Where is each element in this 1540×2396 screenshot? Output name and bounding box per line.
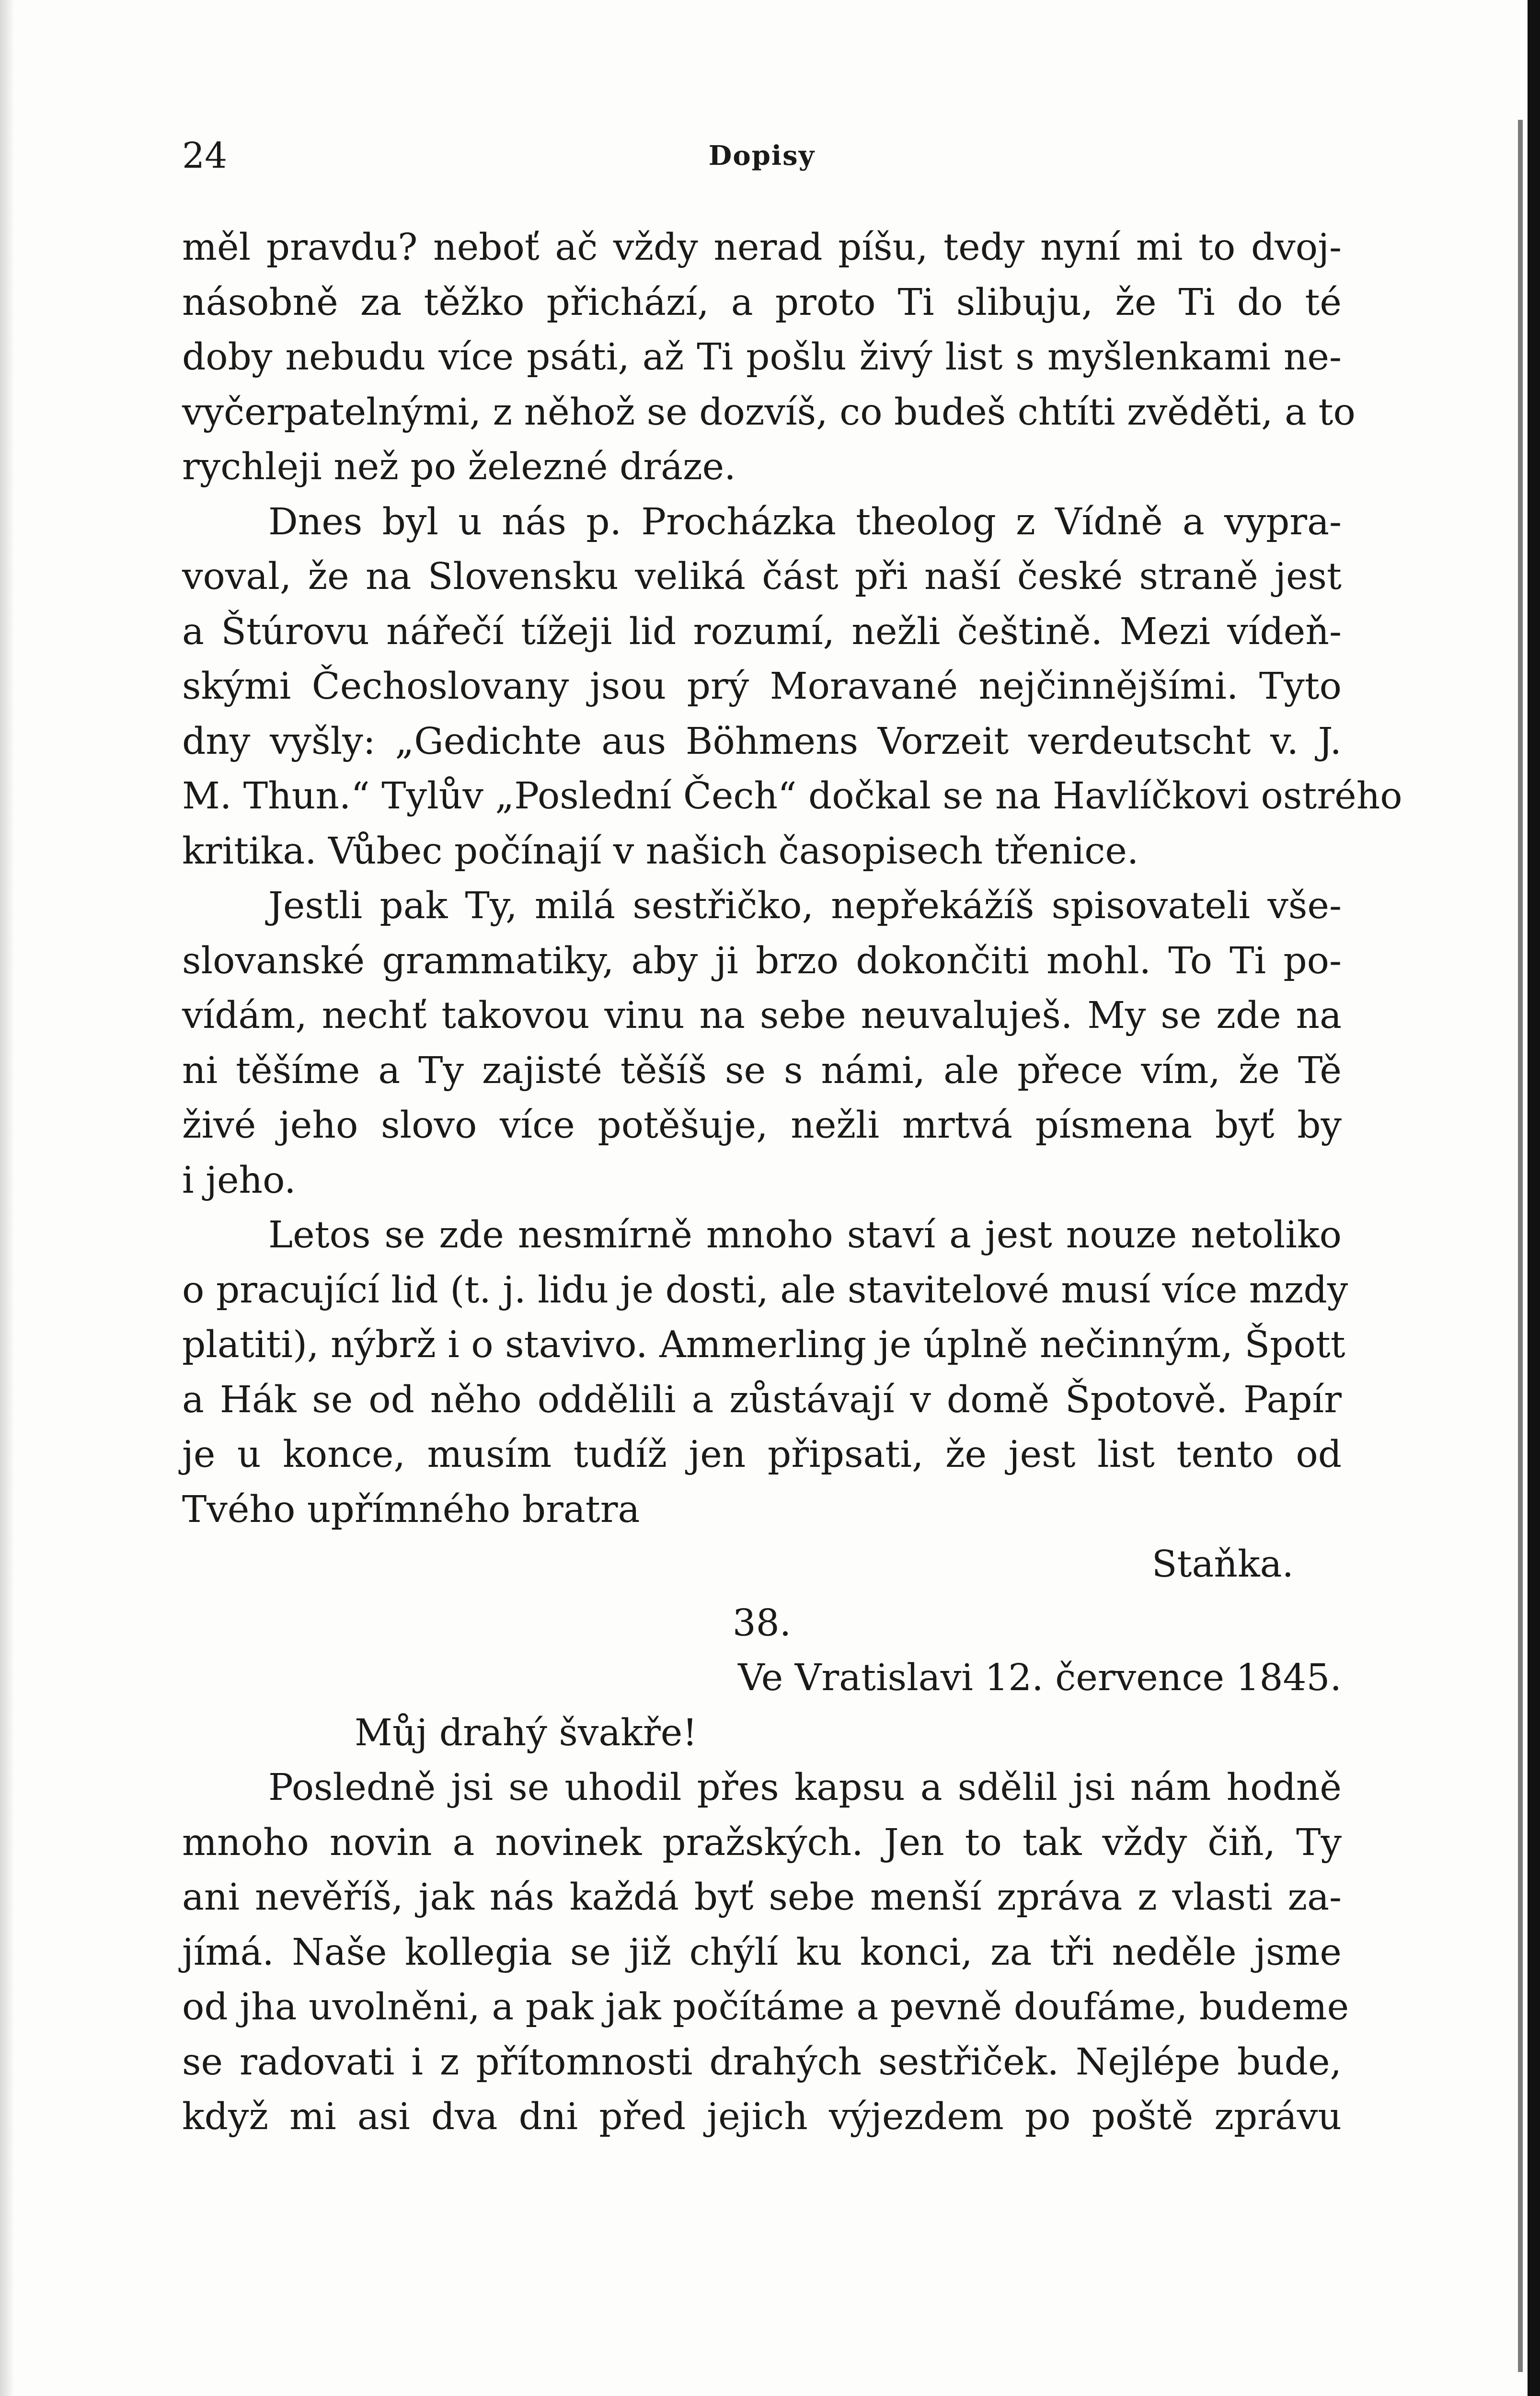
text-line: mnoho novin a novinek pražských. Jen to tak vždy čiň, Ty xyxy=(182,1821,1342,1864)
page-number: 24 xyxy=(182,135,228,176)
text-line: dny vyšly: „Gedichte aus Böhmens Vorzeit verdeutscht v. J. xyxy=(182,720,1342,763)
body-text xyxy=(182,220,1402,2145)
text-line: doby nebudu více psáti, až Ti pošlu živý list s myšlenkami ne- xyxy=(182,336,1342,379)
text-line: jímá. Naše kollegia se již chýlí ku konci, za tři neděle jsme xyxy=(182,1931,1342,1974)
scan-edge-shadow xyxy=(1518,120,1523,2372)
text-line: když mi asi dva dni před jejich výjezdem po poště zprávu xyxy=(182,2096,1342,2138)
text-line: i jeho. xyxy=(182,1159,296,1202)
text-line: ani nevěříš, jak nás každá byť sebe menší zpráva z vlasti za- xyxy=(182,1876,1342,1919)
text-line: je u konce, musím tudíž jen připsati, že jest list tento od xyxy=(182,1433,1342,1476)
scan-edge-left xyxy=(0,0,14,2396)
text-line: vídám, nechť takovou vinu na sebe neuvaluješ. My se zde na xyxy=(182,994,1342,1037)
running-head: Dopisy xyxy=(708,140,816,172)
page-header xyxy=(182,129,1342,182)
text-line: Posledně jsi se uhodil přes kapsu a sdělil jsi nám hodně xyxy=(268,1766,1342,1809)
text-line: ni těšíme a Ty zajisté těšíš se s námi, ale přece vím, že Tě xyxy=(182,1049,1342,1092)
salutation: Můj drahý švakře! xyxy=(355,1711,698,1754)
text-line: platiti), nýbrž i o stavivo. Ammerling je úplně nečinným, Špott xyxy=(182,1324,1345,1366)
signature: Staňka. xyxy=(1151,1543,1294,1586)
text-line: skými Čechoslovany jsou prý Moravané nejčinnějšími. Tyto xyxy=(182,665,1342,708)
scan-edge-right xyxy=(1528,0,1540,2396)
text-line: Jestli pak Ty, milá sestřičko, nepřekážíš spisovateli vše- xyxy=(268,885,1342,927)
text-line: měl pravdu? neboť ač vždy nerad píšu, tedy nyní mi to dvoj- xyxy=(182,226,1342,269)
text-line: M. Thun.“ Tylův „Poslední Čech“ dočkal se na Havlíčkovi ostrého xyxy=(182,775,1402,818)
text-line: Dnes byl u nás p. Procházka theolog z Vídně a vypra- xyxy=(268,500,1342,543)
text-line: a Hák se od něho oddělili a zůstávají v domě Špotově. Papír xyxy=(182,1378,1342,1421)
text-line: od jha uvolněni, a pak jak počítáme a pevně doufáme, budeme xyxy=(182,1986,1349,2028)
paragraph xyxy=(182,495,1402,879)
paragraph xyxy=(182,1208,1348,1537)
text-line: vyčerpatelnými, z něhož se dozvíš, co budeš chtíti zvěděti, a to xyxy=(182,391,1356,434)
text-line: a Štúrovu nářečí tížeji lid rozumí, nežli češtině. Mezi vídeň- xyxy=(182,610,1342,653)
text-line: se radovati i z přítomnosti drahých sestřiček. Nejlépe bude, xyxy=(182,2040,1342,2084)
text-line: slovanské grammatiky, aby ji brzo dokončiti mohl. To Ti po- xyxy=(182,939,1342,982)
text-line: násobně za těžko přichází, a proto Ti slibuju, že Ti do té xyxy=(182,281,1342,324)
paragraph xyxy=(182,220,1356,495)
letter-number: 38. xyxy=(732,1601,792,1645)
text-line: rychleji než po železné dráze. xyxy=(182,446,736,488)
text-line: živé jeho slovo více potěšuje, nežli mrtvá písmena byť by xyxy=(182,1104,1342,1147)
dateline: Ve Vratislavi 12. července 1845. xyxy=(738,1657,1342,1699)
text-line: o pracující lid (t. j. lidu je dosti, ale stavitelové musí více mzdy xyxy=(182,1268,1348,1312)
text-line: Tvého upřímného bratra xyxy=(182,1488,640,1531)
paragraph xyxy=(182,1761,1349,2145)
paragraph xyxy=(182,879,1342,1208)
text-line: voval, že na Slovensku veliká část při naší české straně jest xyxy=(182,555,1342,598)
text-line: Letos se zde nesmírně mnoho staví a jest nouze netoliko xyxy=(268,1214,1342,1256)
text-line: kritika. Vůbec počínají v našich časopisech třenice. xyxy=(182,829,1139,873)
